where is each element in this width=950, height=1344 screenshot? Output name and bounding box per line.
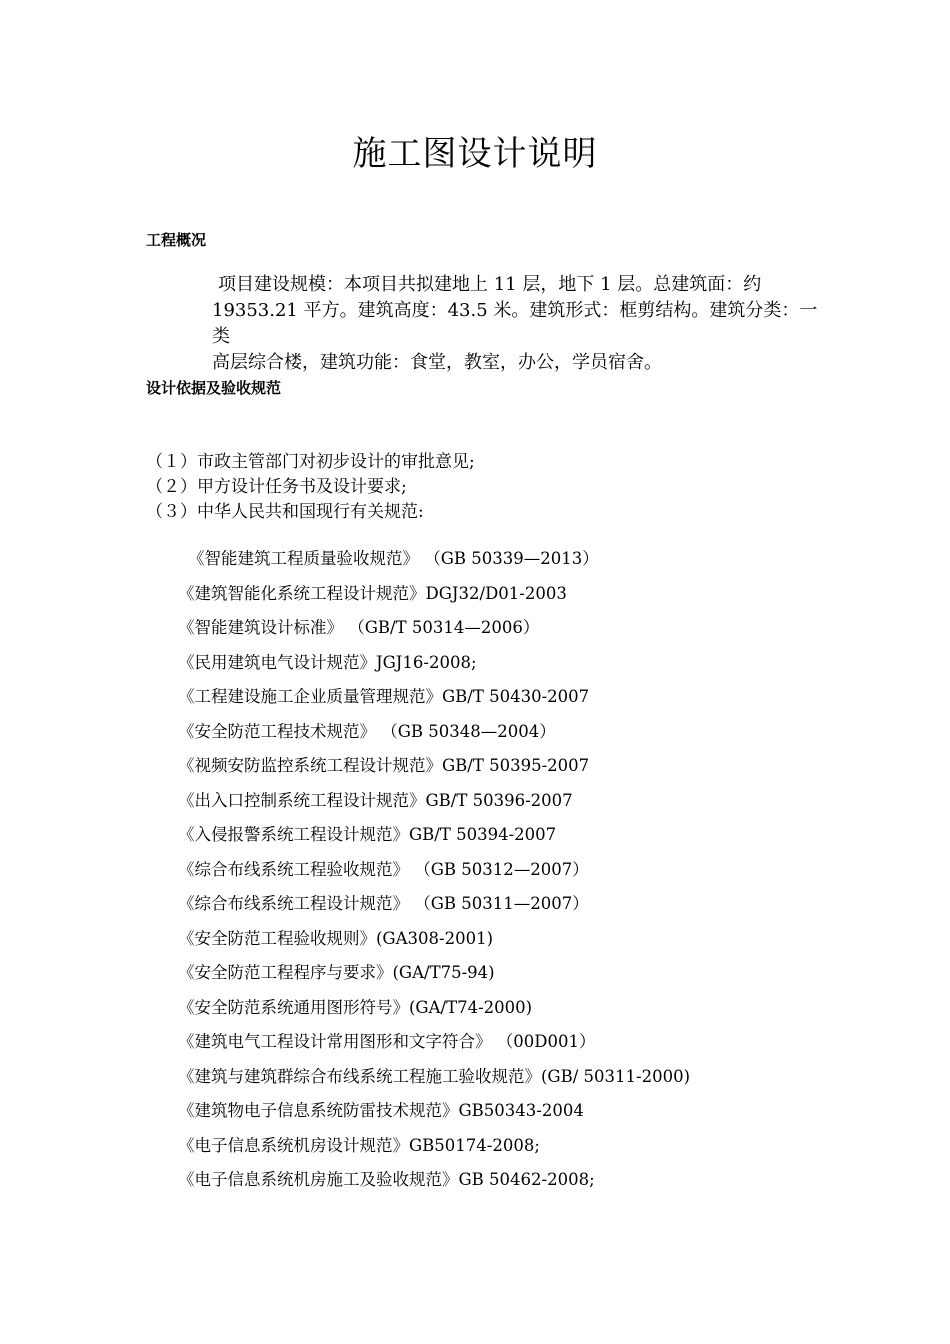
standard-item: 《入侵报警系统工程设计规范》GB/T 50394-2007 (178, 825, 557, 844)
standard-item: 《电子信息系统机房施工及验收规范》GB 50462-2008; (178, 1170, 595, 1189)
standard-item: 《民用建筑电气设计规范》JGJ16-2008; (178, 652, 477, 672)
overview-paragraph (212, 272, 822, 376)
page-title: 施工图设计说明 (352, 134, 598, 174)
basis-item-3: （３）中华人民共和国现行有关规范: (146, 502, 424, 522)
standard-item: 《安全防范系统通用图形符号》(GA/T74-2000) (178, 997, 533, 1017)
standard-item: 《建筑与建筑群综合布线系统工程施工验收规范》(GB/ 50311-2000) (178, 1066, 691, 1086)
standard-item: 《综合布线系统工程验收规范》 （GB 50312—2007） (178, 859, 589, 879)
standard-item: 《工程建设施工企业质量管理规范》GB/T 50430-2007 (178, 687, 590, 706)
standard-item: 《安全防范工程程序与要求》(GA/T75-94) (178, 963, 495, 982)
basis-item-2: （２）甲方设计任务书及设计要求; (146, 477, 407, 497)
section-heading-basis: 设计依据及验收规范 (146, 379, 282, 397)
basis-item-1: （１）市政主管部门对初步设计的审批意见; (146, 452, 475, 472)
standards-list (178, 545, 690, 1201)
standard-item: 《建筑物电子信息系统防雷技术规范》GB50343-2004 (178, 1101, 584, 1120)
overview-line-2: 19353.21 平方。建筑高度：43.5 米。建筑形式：框剪结构。建筑分类：一类 (212, 300, 818, 347)
standard-item: 《综合布线系统工程设计规范》 （GB 50311—2007） (178, 894, 589, 913)
standard-item: 《安全防范工程技术规范》 （GB 50348—2004） (178, 721, 556, 741)
standard-item: 《安全防范工程验收规则》(GA308-2001) (178, 928, 494, 948)
standard-item: 《建筑电气工程设计常用图形和文字符合》 （00D001） (178, 1032, 596, 1051)
standard-item: 《建筑智能化系统工程设计规范》DGJ32/D01-2003 (178, 583, 567, 603)
overview-line-1: 项目建设规模：本项目共拟建地上 11 层，地下 1 层。总建筑面：约 (218, 274, 762, 295)
standard-item: 《智能建筑工程质量验收规范》 （GB 50339—2013） (188, 549, 599, 568)
basis-list (146, 450, 475, 525)
section-heading-overview: 工程概况 (146, 231, 207, 249)
standard-item: 《电子信息系统机房设计规范》GB50174-2008; (178, 1135, 540, 1155)
overview-line-3: 高层综合楼，建筑功能：食堂，教室，办公，学员宿舍。 (212, 352, 662, 373)
standard-item: 《视频安防监控系统工程设计规范》GB/T 50395-2007 (178, 756, 590, 775)
standard-item: 《智能建筑设计标准》 （GB/T 50314—2006） (178, 618, 540, 637)
standard-item: 《出入口控制系统工程设计规范》GB/T 50396-2007 (178, 790, 573, 810)
